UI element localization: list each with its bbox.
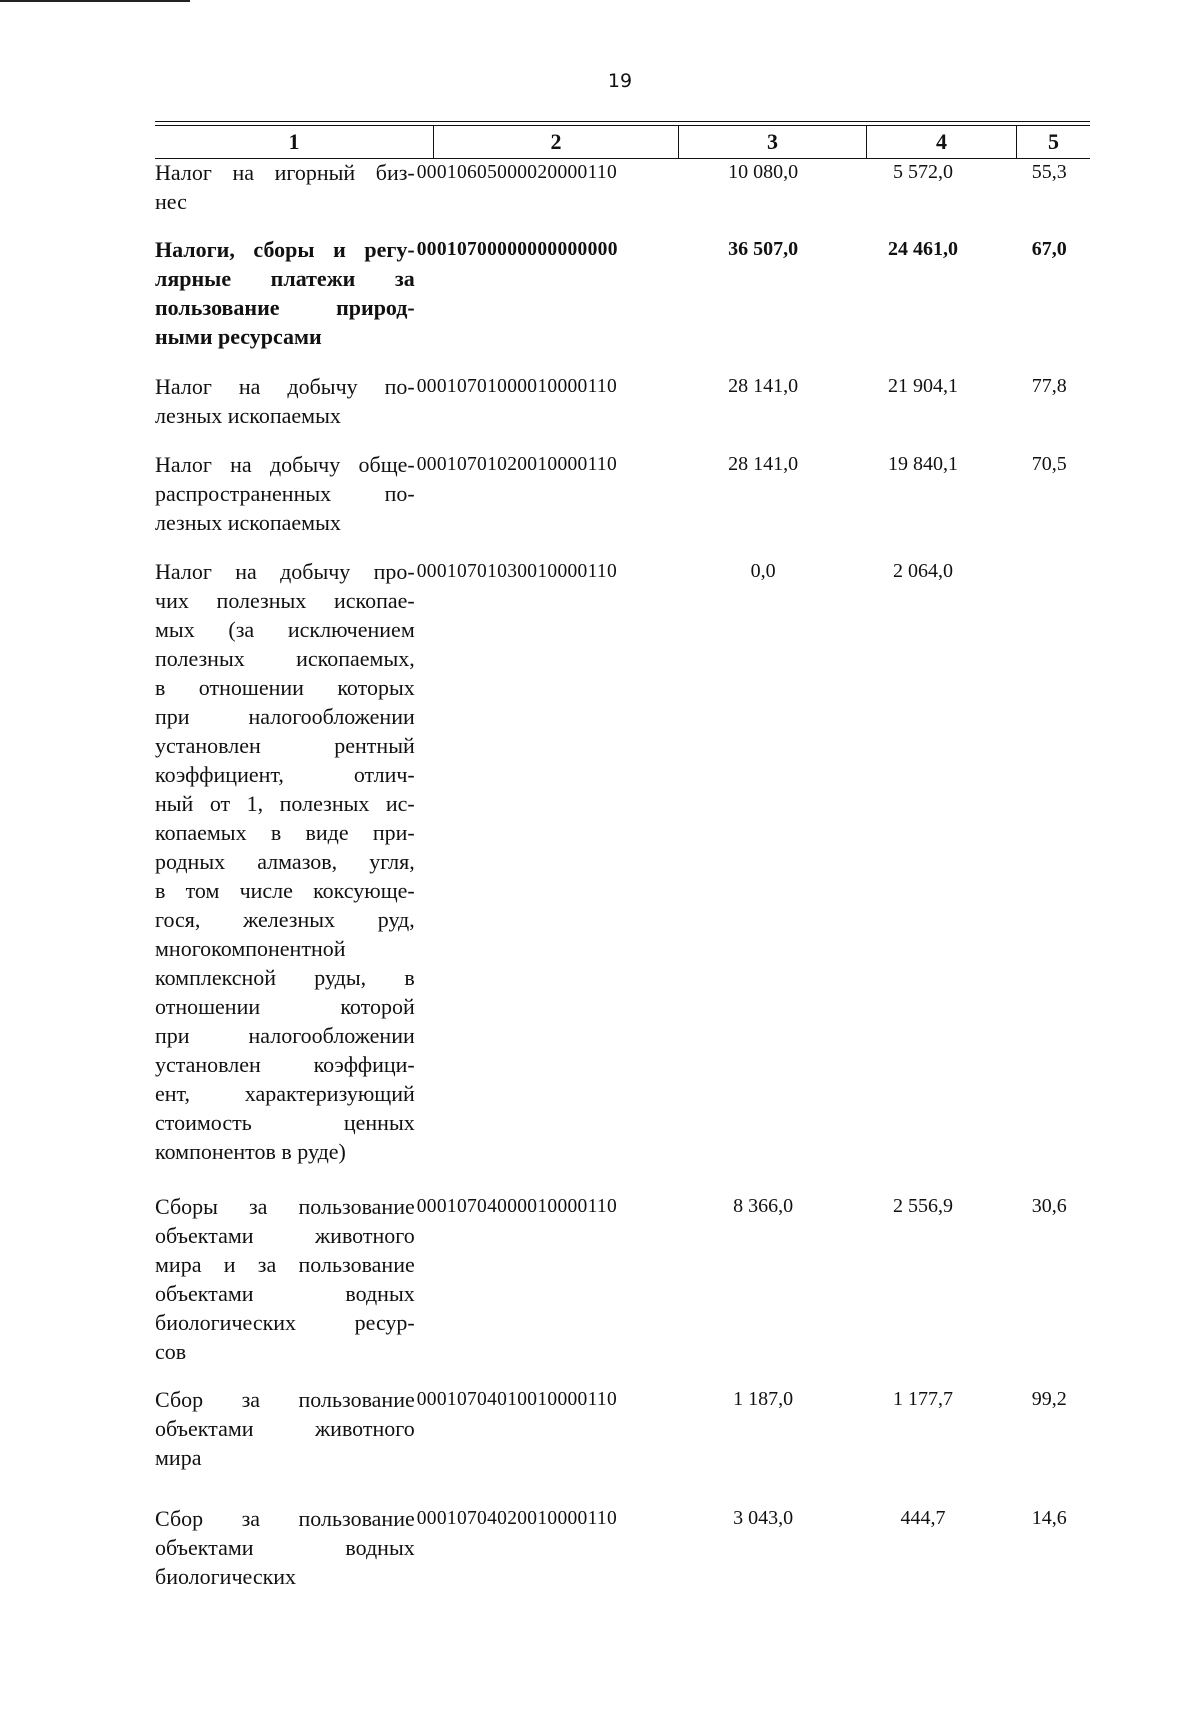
row-name-line: многокомпонентной — [155, 936, 346, 961]
row-name-line: распространенных по- — [155, 481, 415, 506]
row-name-line: объектами животного — [155, 1416, 415, 1441]
row-name-line: полезных ископаемых, — [155, 646, 415, 671]
row-name-line: в том числе коксующе- — [155, 878, 415, 903]
row-name-line: ный от 1, полезных ис- — [155, 791, 415, 816]
row-percent: 70,5 — [1031, 453, 1067, 475]
row-name — [155, 158, 415, 216]
row-code: 00010704000010000110 — [416, 1196, 618, 1217]
row-name-line: отношении которой — [155, 994, 415, 1019]
row-percent: 77,8 — [1031, 375, 1067, 397]
row-plan: 0,0 — [750, 560, 776, 582]
row-plan: 8 366,0 — [733, 1195, 794, 1217]
row-code: 00010605000020000110 — [416, 162, 618, 183]
scan-edge-line — [0, 0, 190, 2]
table-top-rule — [155, 121, 1090, 122]
row-name-line: стоимость ценных — [155, 1110, 415, 1135]
row-name — [155, 1385, 415, 1472]
row-name-line: Сборы за пользование — [155, 1194, 415, 1219]
row-name — [155, 557, 415, 1166]
row-name-line: мира — [155, 1445, 202, 1470]
column-header-4: 4 — [866, 126, 1016, 158]
row-name-line: пользование природ- — [155, 295, 415, 320]
table-row — [155, 1504, 1090, 1591]
row-name-line: биологических — [155, 1564, 297, 1589]
row-name-line: объектами животного — [155, 1223, 415, 1248]
row-name-line: комплексной руды, в — [155, 965, 415, 990]
table-row — [155, 557, 1090, 1166]
row-name-line: Налог на игорный биз- — [155, 160, 415, 185]
row-name-line: в отношении которых — [155, 675, 415, 700]
row-fact: 444,7 — [900, 1507, 946, 1529]
column-header-2: 2 — [433, 126, 678, 158]
row-code: 00010704020010000110 — [416, 1508, 618, 1529]
row-plan: 1 187,0 — [733, 1388, 794, 1410]
page-number: 19 — [607, 70, 633, 92]
row-name-line: мых (за исключением — [155, 617, 415, 642]
row-percent: 14,6 — [1031, 1507, 1067, 1529]
row-percent — [1001, 557, 1090, 1166]
row-name-line: чих полезных ископае- — [155, 588, 415, 613]
row-name-line: биологических ресур- — [155, 1310, 415, 1335]
row-fact: 2 556,9 — [893, 1195, 954, 1217]
row-name-line: установлен рентный — [155, 733, 415, 758]
row-name-line: ент, характеризующий — [155, 1081, 415, 1106]
row-code: 00010701020010000110 — [416, 454, 618, 475]
row-plan: 28 141,0 — [728, 375, 799, 397]
row-name-line: установлен коэффици- — [155, 1052, 415, 1077]
row-name-line: родных алмазов, угля, — [155, 849, 415, 874]
row-name-line: копаемых в виде при- — [155, 820, 415, 845]
row-fact: 2 064,0 — [893, 560, 954, 582]
row-name-line: объектами водных — [155, 1281, 415, 1306]
row-name — [155, 1504, 415, 1591]
column-header-3: 3 — [678, 126, 866, 158]
table-row — [155, 1192, 1090, 1366]
row-plan: 3 043,0 — [733, 1507, 794, 1529]
table-row — [155, 158, 1090, 216]
row-name-line: объектами водных — [155, 1535, 415, 1560]
row-fact: 19 840,1 — [888, 453, 959, 475]
row-fact: 21 904,1 — [888, 375, 959, 397]
row-name-line: сов — [155, 1339, 187, 1364]
row-code: 00010701030010000110 — [416, 561, 618, 582]
row-name-line: Налог на добычу по- — [155, 374, 415, 399]
row-name-line: нес — [155, 189, 187, 214]
row-plan: 10 080,0 — [728, 161, 799, 183]
row-plan: 28 141,0 — [728, 453, 799, 475]
row-name-line: гося, железных руд, — [155, 907, 415, 932]
row-name-line: Сбор за пользование — [155, 1387, 415, 1412]
row-name-line: компонентов в руде) — [155, 1139, 346, 1164]
row-name — [155, 372, 415, 430]
row-percent: 99,2 — [1031, 1388, 1067, 1410]
row-plan: 36 507,0 — [728, 238, 799, 260]
row-name-line: мира и за пользование — [155, 1252, 415, 1277]
row-percent: 30,6 — [1031, 1195, 1067, 1217]
row-name-line: лезных ископаемых — [155, 510, 341, 535]
table-row — [155, 1385, 1090, 1472]
row-code: 00010701000010000110 — [416, 376, 618, 397]
row-name-line: при налогообложении — [155, 1023, 415, 1048]
row-name-line: Сбор за пользование — [155, 1506, 415, 1531]
row-name — [155, 235, 415, 351]
row-name-line: коэффициент, отлич- — [155, 762, 415, 787]
row-name — [155, 1192, 415, 1366]
row-name-line: Налог на добычу про- — [155, 559, 415, 584]
row-name-line: лезных ископаемых — [155, 403, 341, 428]
row-name-line: Налог на добычу обще- — [155, 452, 415, 477]
row-fact: 24 461,0 — [888, 238, 959, 260]
column-header-5: 5 — [1016, 126, 1090, 158]
row-name — [155, 450, 415, 537]
row-code: 00010704010010000110 — [416, 1389, 618, 1410]
row-name-line: лярные платежи за — [155, 266, 415, 291]
row-code: 00010700000000000000 — [416, 239, 618, 260]
row-fact: 1 177,7 — [893, 1388, 954, 1410]
row-percent: 55,3 — [1031, 161, 1067, 183]
table-row — [155, 450, 1090, 537]
row-name-line: при налогообложении — [155, 704, 415, 729]
column-header-1: 1 — [288, 129, 300, 154]
row-percent: 67,0 — [1031, 238, 1067, 260]
row-fact: 5 572,0 — [893, 161, 954, 183]
table-row — [155, 372, 1090, 430]
table-row — [155, 235, 1090, 351]
row-name-line: Налоги, сборы и регу- — [155, 237, 415, 262]
row-name-line: ными ресурсами — [155, 324, 322, 349]
table-header — [155, 125, 1090, 159]
